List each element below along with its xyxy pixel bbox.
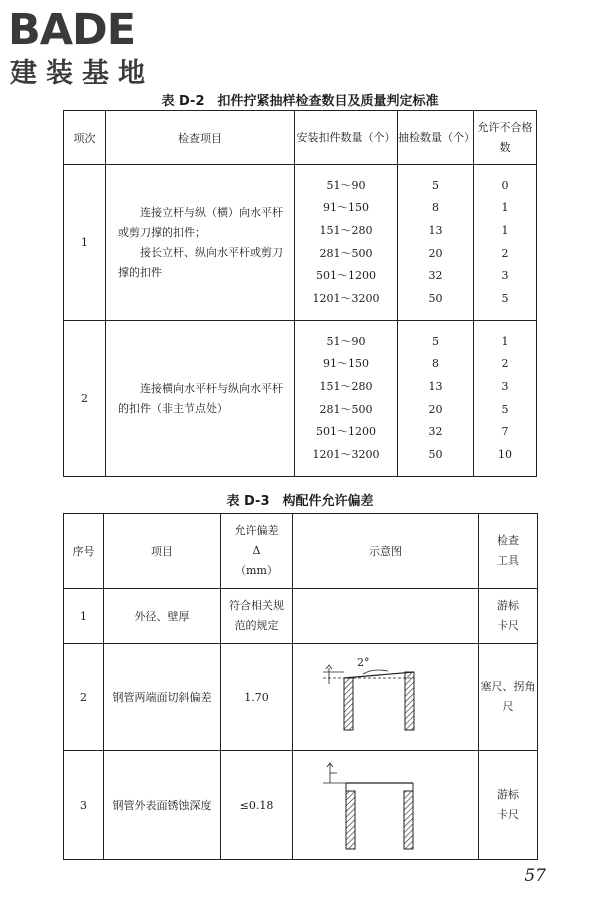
- header-sample-count: 抽检数量（个）: [398, 111, 474, 165]
- header-install-count: 安装扣件数量（个）: [295, 111, 398, 165]
- sample-count-cell: 5 8 13 20 32 50: [398, 165, 474, 321]
- sample-count-cell: 5 8 13 20 32 50: [398, 321, 474, 477]
- table-row: [64, 589, 538, 644]
- bevel-angle-label: 2°: [357, 656, 370, 669]
- row-item: 钢管外表面锈蚀深度: [104, 751, 221, 860]
- table-row: [64, 644, 538, 751]
- table-row: [64, 751, 538, 860]
- page-number: 57: [524, 866, 546, 886]
- table-d3: [63, 513, 538, 860]
- row-seq: 2: [64, 644, 104, 751]
- header-diagram: 示意图: [293, 514, 479, 589]
- row-seq: 1: [64, 589, 104, 644]
- header-seq: 项次: [64, 111, 106, 165]
- table-d2: [63, 110, 537, 477]
- header-deviation: 允许偏差 Δ （mm）: [221, 514, 293, 589]
- allowed-defects-cell: 0 1 1 2 3 5: [474, 165, 537, 321]
- table-row: [64, 165, 537, 321]
- header-tool: 检查工具: [479, 514, 538, 589]
- tube-end-bevel-diagram: [293, 644, 479, 747]
- row-tool: 塞尺、拐角尺: [479, 644, 538, 751]
- row-diagram: [293, 644, 479, 751]
- allowed-defects-cell: 1 2 3 5 7 10: [474, 321, 537, 477]
- row-tool: 游标卡尺: [479, 751, 538, 860]
- install-count-cell: 51～90 91～150 151～280 281～500 501～1200 1201～3200: [295, 165, 398, 321]
- table-d3-header-row: [64, 514, 538, 589]
- row-diagram: [293, 751, 479, 860]
- row-seq: 2: [64, 321, 106, 477]
- tube-corrosion-diagram: [293, 751, 479, 856]
- row-item: 连接立杆与纵（横）向水平杆或剪刀撑的扣件； 接长立杆、纵向水平杆或剪刀撑的扣件: [106, 165, 295, 321]
- row-item: 外径、壁厚: [104, 589, 221, 644]
- row-seq: 3: [64, 751, 104, 860]
- row-deviation: ≤0.18: [221, 751, 293, 860]
- table-d2-caption: 表 D-2 扣件拧紧抽样检查数目及质量判定标准: [161, 94, 439, 109]
- row-seq: 1: [64, 165, 106, 321]
- row-item: 连接横向水平杆与纵向水平杆的扣件（非主节点处）: [106, 321, 295, 477]
- table-d2-header-row: [64, 111, 537, 165]
- row-deviation: 符合相关规范的规定: [221, 589, 293, 644]
- row-tool: 游标卡尺: [479, 589, 538, 644]
- table-d3-caption: 表 D-3 构配件允许偏差: [226, 494, 374, 509]
- table-row: [64, 321, 537, 477]
- header-allowed-defects: 允许不合格数: [474, 111, 537, 165]
- row-deviation: 1.70: [221, 644, 293, 751]
- header-seq: 序号: [64, 514, 104, 589]
- logo-wordmark: BADE: [8, 5, 136, 55]
- install-count-cell: 51～90 91～150 151～280 281～500 501～1200 1201～3200: [295, 321, 398, 477]
- brand-logo: [8, 4, 183, 92]
- header-item: 检查项目: [106, 111, 295, 165]
- row-diagram: [293, 589, 479, 644]
- header-item: 项目: [104, 514, 221, 589]
- row-item: 钢管两端面切斜偏差: [104, 644, 221, 751]
- logo-subtitle: 建装基地: [10, 58, 154, 89]
